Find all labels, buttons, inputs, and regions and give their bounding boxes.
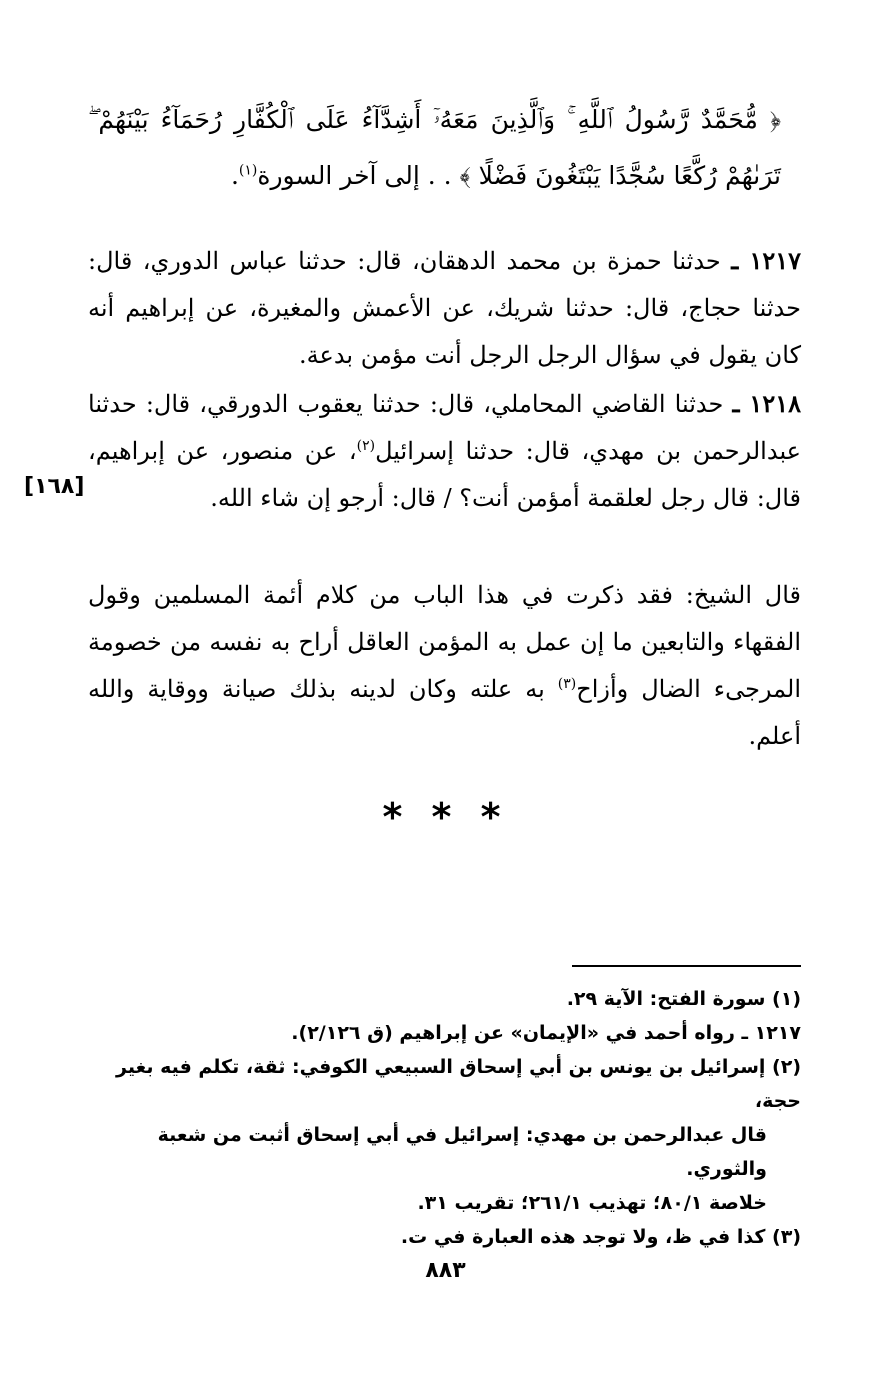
footnotes	[100, 982, 801, 1254]
section-separator: * * *	[382, 795, 509, 839]
footnote-2-line-3: خلاصة ٨٠/١؛ تهذيب ٢٦١/١؛ تقريب ٣١.	[417, 1192, 767, 1214]
page-number: ٨٨٣	[425, 1258, 466, 1283]
hadith-text-part1: حدثنا القاضي المحاملي، قال: حدثنا يعقوب الدورقي، قال: حدثنا عبدالرحمن بن مهدي، قال: حدثنا إسرائيل	[88, 390, 801, 465]
verse-close-bracket: ﴾	[459, 161, 471, 190]
footnote-2-line-2: قال عبدالرحمن بن مهدي: إسرائيل في أبي إسحاق أثبت من شعبة والثوري.	[157, 1124, 767, 1180]
sheikh-conclusion	[88, 572, 801, 760]
footnote-ref-1: (١)	[238, 162, 258, 179]
verse-text: مُّحَمَّدٌ رَّسُولُ ٱللَّهِ ۚ وَٱلَّذِينَ مَعَهُۥٓ أَشِدَّآءُ عَلَى ٱلْكُفَّارِ رُحَمَآءُ بَيْنَهُمْ ۖ تَرَىٰهُمْ رُكَّعًا سُجَّدًا يَبْتَغُونَ فَضْلًا	[88, 105, 781, 190]
footnote-2-line-1: (٢) إسرائيل بن يونس بن أبي إسحاق السبيعي الكوفي: ثقة، تكلم فيه بغير حجة،	[116, 1056, 801, 1112]
sheikh-text-part2: به علته وكان لدينه بذلك صيانة ووقاية والله أعلم.	[88, 675, 801, 750]
hadith-1218	[88, 380, 801, 522]
sheikh-text-part1: قال الشيخ: فقد ذكرت في هذا الباب من كلام أئمة المسلمين وقول الفقهاء والتابعين ما إن عمل به المؤمن العاقل أراح به نفسه من خصومة المرجىء الضال وأزاح	[88, 581, 802, 703]
hadith-text-part2: ، عن منصور، عن إبراهيم، قال: قال رجل لعلقمة أمؤمن أنت؟ / قال: أرجو إن شاء الله.	[88, 437, 801, 512]
footnote-divider	[572, 965, 801, 967]
hadith-number: ١٢١٨ ـ	[732, 389, 801, 418]
hadith-text: حدثنا حمزة بن محمد الدهقان، قال: حدثنا عباس الدوري، قال: حدثنا حجاج، قال: حدثنا شريك، عن الأعمش والمغيرة، عن إبراهيم أنه كان يقول في سؤال الرجل الرجل أنت مؤمن بدعة.	[88, 247, 801, 369]
footnote-ref-3: (٣)	[557, 676, 577, 692]
verse-open-bracket: ﴿	[769, 105, 781, 134]
manuscript-folio-ref: [١٦٨]	[24, 474, 85, 499]
verse-tail: . . إلى آخر السورة	[257, 161, 460, 190]
hadith-number: ١٢١٧ ـ	[731, 246, 801, 275]
footnote-1: (١) سورة الفتح: الآية ٢٩.	[566, 988, 801, 1010]
verse-end: .	[230, 161, 239, 190]
footnote-ref-2: (٢)	[356, 438, 376, 454]
quran-verse-block	[88, 92, 781, 204]
hadith-1217	[88, 237, 801, 379]
footnote-1217: ١٢١٧ ـ رواه أحمد في «الإيمان» عن إبراهيم (ق ٢/١٢٦).	[291, 1022, 801, 1044]
footnote-3: (٣) كذا في ظ، ولا توجد هذه العبارة في ت.	[400, 1226, 801, 1248]
